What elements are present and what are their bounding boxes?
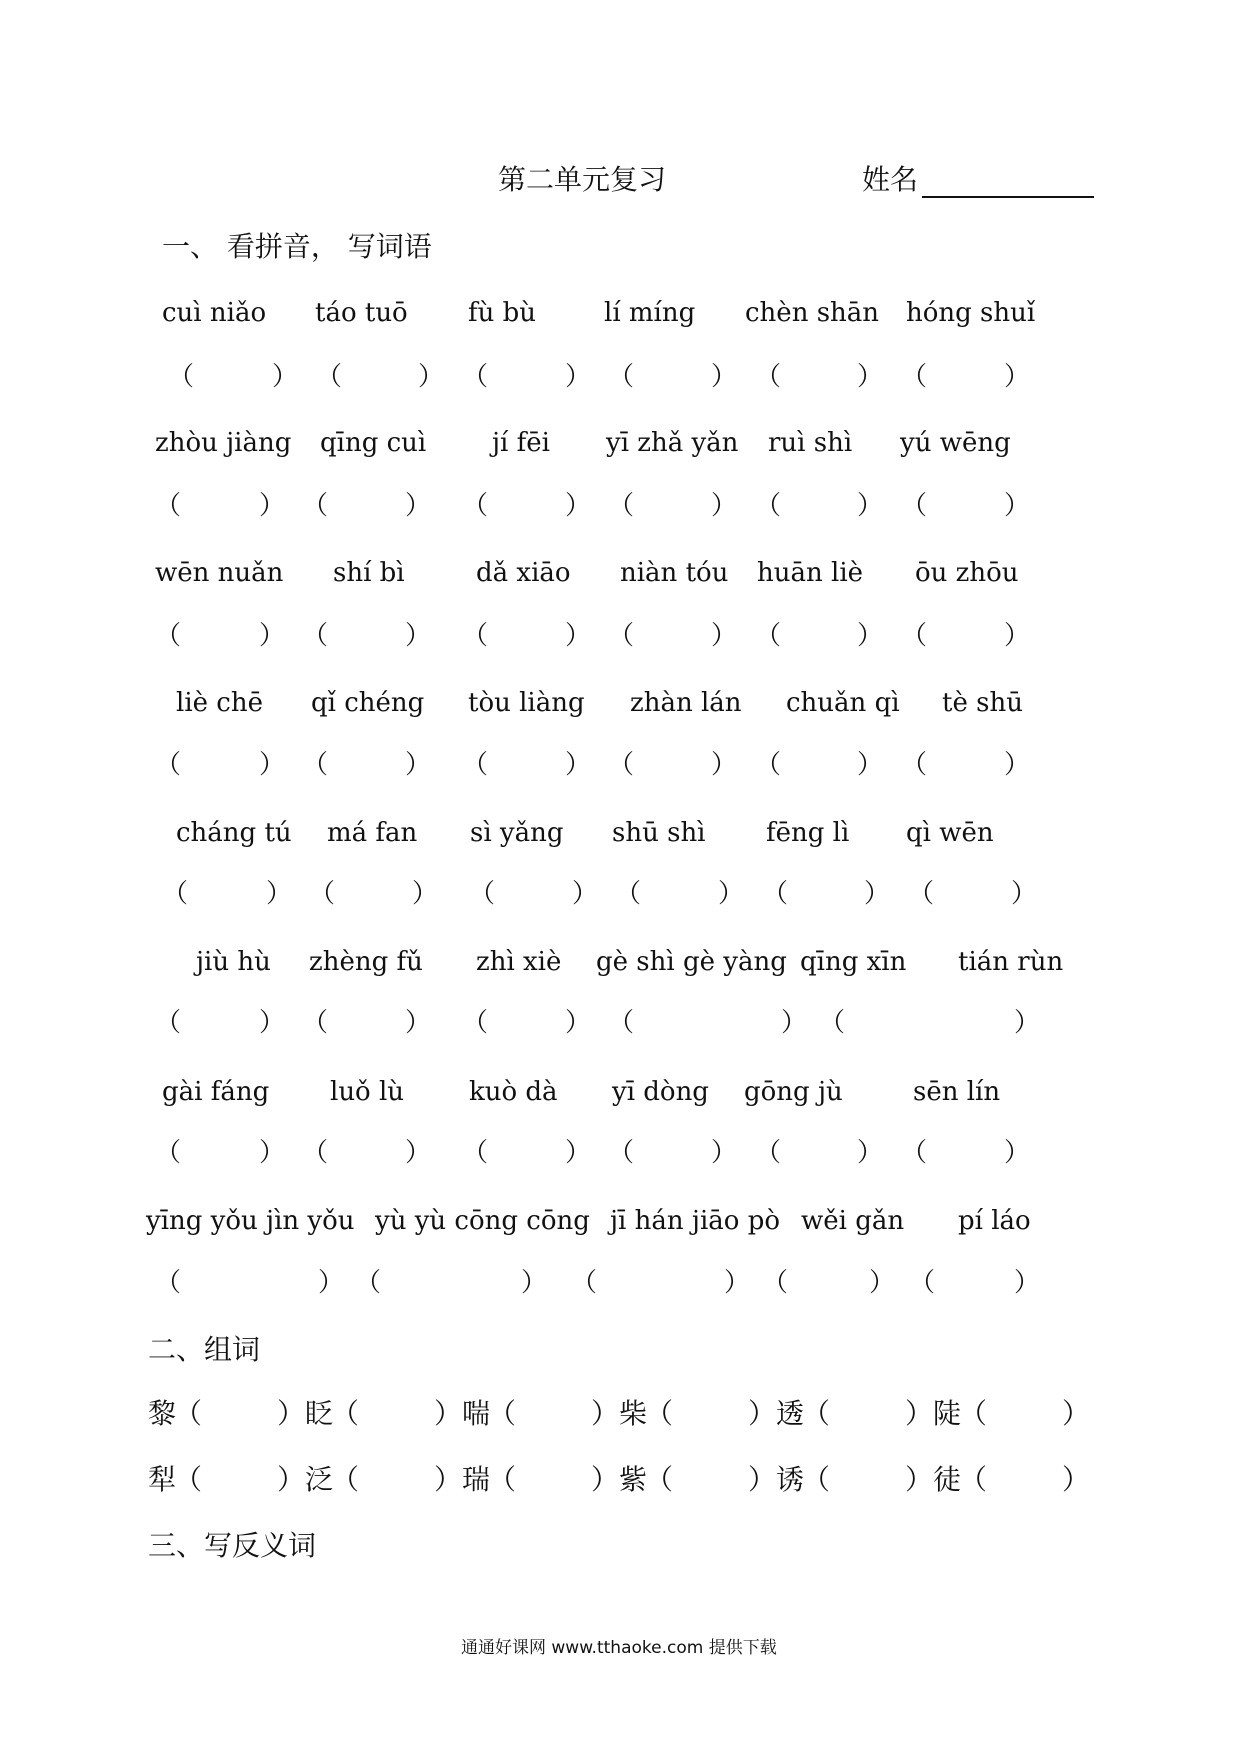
answer-blank-open[interactable]: （ bbox=[608, 750, 635, 780]
answer-blank-open[interactable]: （ bbox=[309, 879, 336, 909]
pinyin-item: ruì shì bbox=[768, 428, 853, 458]
pinyin-item: qì wēn bbox=[906, 818, 994, 848]
answer-blank-close: ） bbox=[711, 1138, 738, 1168]
answer-blank-close: ） bbox=[565, 621, 592, 651]
answer-blank-open[interactable]: （ bbox=[901, 1138, 928, 1168]
answer-blank-open[interactable]: （ bbox=[762, 879, 789, 909]
answer-blank-open[interactable]: （ bbox=[168, 362, 195, 392]
pinyin-item: yī dòng bbox=[612, 1077, 709, 1107]
answer-blank-close: ） bbox=[857, 750, 884, 780]
answer-blank-open[interactable]: （ bbox=[571, 1268, 598, 1298]
answer-blank-close: ） bbox=[405, 1008, 432, 1038]
answer-blank-open[interactable]: （ bbox=[901, 491, 928, 521]
answer-blank-open[interactable]: （ bbox=[155, 1138, 182, 1168]
pinyin-item: pí láo bbox=[958, 1206, 1031, 1236]
answer-blank-close: ） bbox=[857, 621, 884, 651]
answer-blank-open[interactable]: （ bbox=[645, 1397, 674, 1430]
answer-blank-open[interactable]: （ bbox=[959, 1463, 988, 1496]
answer-blank-open[interactable]: （ bbox=[755, 1138, 782, 1168]
char-item: 紫 bbox=[619, 1463, 648, 1496]
pinyin-item: zhèng fǔ bbox=[309, 947, 423, 977]
answer-blank-open[interactable]: （ bbox=[462, 621, 489, 651]
answer-blank-close: ） bbox=[259, 1008, 286, 1038]
answer-blank-open[interactable]: （ bbox=[155, 491, 182, 521]
pinyin-item: zhòu jiàng bbox=[155, 428, 292, 458]
pinyin-item: shū shì bbox=[612, 818, 706, 848]
answer-blank-open[interactable]: （ bbox=[302, 750, 329, 780]
answer-blank-open[interactable]: （ bbox=[608, 1008, 635, 1038]
answer-blank-open[interactable]: （ bbox=[462, 750, 489, 780]
section-3-heading: 三、写反义词 bbox=[148, 1529, 317, 1562]
pinyin-item: jí fēi bbox=[492, 428, 550, 458]
pinyin-item: má fan bbox=[327, 818, 418, 848]
answer-blank-close: ） bbox=[748, 1397, 777, 1430]
answer-blank-open[interactable]: （ bbox=[302, 491, 329, 521]
answer-blank-close: ） bbox=[277, 1397, 306, 1430]
answer-blank-close: ） bbox=[591, 1397, 620, 1430]
answer-blank-open[interactable]: （ bbox=[909, 1268, 936, 1298]
pinyin-item: gōng jù bbox=[744, 1077, 843, 1107]
answer-blank-open[interactable]: （ bbox=[155, 1268, 182, 1298]
pinyin-item: ōu zhōu bbox=[915, 558, 1019, 588]
answer-blank-close: ） bbox=[1011, 879, 1038, 909]
answer-blank-open[interactable]: （ bbox=[901, 750, 928, 780]
char-item: 透 bbox=[776, 1397, 805, 1430]
section-1-heading: 一、 看拼音， 写词语 bbox=[162, 230, 432, 263]
answer-blank-open[interactable]: （ bbox=[174, 1463, 203, 1496]
answer-blank-close: ） bbox=[1014, 1008, 1041, 1038]
footer-credit: 通通好课网 www.tthaoke.com 提供下载 bbox=[461, 1638, 777, 1658]
pinyin-item: qǐ chéng bbox=[311, 688, 425, 718]
pinyin-item: yīng yǒu jìn yǒu bbox=[146, 1206, 355, 1236]
char-item: 眨 bbox=[305, 1397, 334, 1430]
answer-blank-open[interactable]: （ bbox=[608, 362, 635, 392]
answer-blank-open[interactable]: （ bbox=[615, 879, 642, 909]
char-item: 诱 bbox=[776, 1463, 805, 1496]
pinyin-item: luǒ lù bbox=[330, 1077, 405, 1107]
answer-blank-close: ） bbox=[405, 750, 432, 780]
answer-blank-close: ） bbox=[405, 621, 432, 651]
char-item: 陡 bbox=[933, 1397, 962, 1430]
char-item: 徒 bbox=[933, 1463, 962, 1496]
pinyin-item: cháng tú bbox=[176, 818, 292, 848]
answer-blank-close: ） bbox=[1062, 1397, 1091, 1430]
answer-blank-open[interactable]: （ bbox=[316, 362, 343, 392]
pinyin-item: jī hán jiāo pò bbox=[610, 1206, 780, 1236]
pinyin-item: zhàn lán bbox=[630, 688, 742, 718]
answer-blank-close: ） bbox=[565, 362, 592, 392]
answer-blank-close: ） bbox=[434, 1397, 463, 1430]
answer-blank-close: ） bbox=[521, 1268, 548, 1298]
answer-blank-close: ） bbox=[711, 491, 738, 521]
answer-blank-open[interactable]: （ bbox=[331, 1397, 360, 1430]
answer-blank-open[interactable]: （ bbox=[462, 1008, 489, 1038]
pinyin-item: yú wēng bbox=[900, 428, 1011, 458]
pinyin-item: dǎ xiāo bbox=[476, 558, 571, 588]
answer-blank-close: ） bbox=[565, 1008, 592, 1038]
pinyin-item: tián rùn bbox=[958, 947, 1064, 977]
answer-blank-close: ） bbox=[711, 621, 738, 651]
answer-blank-open[interactable]: （ bbox=[762, 1268, 789, 1298]
answer-blank-open[interactable]: （ bbox=[608, 1138, 635, 1168]
answer-blank-close: ） bbox=[905, 1397, 934, 1430]
pinyin-item: hóng shuǐ bbox=[906, 298, 1036, 328]
pinyin-item: wěi gǎn bbox=[801, 1206, 905, 1236]
answer-blank-close: ） bbox=[1004, 750, 1031, 780]
answer-blank-open[interactable]: （ bbox=[302, 621, 329, 651]
answer-blank-close: ） bbox=[572, 879, 599, 909]
pinyin-item: sēn lín bbox=[913, 1077, 1001, 1107]
answer-blank-close: ） bbox=[259, 621, 286, 651]
answer-blank-close: ） bbox=[857, 362, 884, 392]
answer-blank-open[interactable]: （ bbox=[174, 1397, 203, 1430]
answer-blank-open[interactable]: （ bbox=[302, 1138, 329, 1168]
answer-blank-close: ） bbox=[405, 491, 432, 521]
answer-blank-close: ） bbox=[272, 362, 299, 392]
answer-blank-close: ） bbox=[718, 879, 745, 909]
answer-blank-open[interactable]: （ bbox=[331, 1463, 360, 1496]
answer-blank-close: ） bbox=[591, 1463, 620, 1496]
pinyin-item: liè chē bbox=[176, 688, 263, 718]
answer-blank-close: ） bbox=[711, 750, 738, 780]
pinyin-item: yī zhǎ yǎn bbox=[606, 428, 739, 458]
answer-blank-close: ） bbox=[1004, 1138, 1031, 1168]
answer-blank-close: ） bbox=[711, 362, 738, 392]
pinyin-item: fù bù bbox=[468, 298, 537, 328]
answer-blank-close: ） bbox=[1014, 1268, 1041, 1298]
pinyin-item: jiù hù bbox=[196, 947, 271, 977]
answer-blank-open[interactable]: （ bbox=[469, 879, 496, 909]
answer-blank-close: ） bbox=[565, 491, 592, 521]
pinyin-item: wēn nuǎn bbox=[155, 558, 284, 588]
pinyin-item: zhì xiè bbox=[476, 947, 562, 977]
pinyin-item: lí míng bbox=[604, 298, 696, 328]
name-blank[interactable] bbox=[922, 196, 1094, 198]
answer-blank-open[interactable]: （ bbox=[755, 362, 782, 392]
pinyin-item: sì yǎng bbox=[470, 818, 564, 848]
answer-blank-close: ） bbox=[724, 1268, 751, 1298]
answer-blank-open[interactable]: （ bbox=[608, 491, 635, 521]
answer-blank-open[interactable]: （ bbox=[959, 1397, 988, 1430]
char-item: 瑞 bbox=[462, 1463, 491, 1496]
page-title: 第二单元复习 bbox=[498, 163, 667, 196]
pinyin-item: táo tuō bbox=[315, 298, 408, 328]
answer-blank-close: ） bbox=[1004, 621, 1031, 651]
answer-blank-close: ） bbox=[434, 1463, 463, 1496]
answer-blank-close: ） bbox=[565, 1138, 592, 1168]
pinyin-item: cuì niǎo bbox=[162, 298, 267, 328]
answer-blank-open[interactable]: （ bbox=[755, 491, 782, 521]
pinyin-item: gài fáng bbox=[162, 1077, 270, 1107]
pinyin-item: qīng xīn bbox=[800, 947, 907, 977]
answer-blank-open[interactable]: （ bbox=[155, 750, 182, 780]
answer-blank-open[interactable]: （ bbox=[819, 1008, 846, 1038]
answer-blank-open[interactable]: （ bbox=[162, 879, 189, 909]
answer-blank-close: ） bbox=[1004, 491, 1031, 521]
answer-blank-open[interactable]: （ bbox=[462, 491, 489, 521]
answer-blank-close: ） bbox=[869, 1268, 896, 1298]
answer-blank-open[interactable]: （ bbox=[302, 1008, 329, 1038]
answer-blank-open[interactable]: （ bbox=[608, 621, 635, 651]
pinyin-item: chèn shān bbox=[745, 298, 880, 328]
answer-blank-open[interactable]: （ bbox=[755, 750, 782, 780]
pinyin-item: niàn tóu bbox=[620, 558, 729, 588]
section-2-heading: 二、组词 bbox=[148, 1333, 261, 1366]
answer-blank-close: ） bbox=[412, 879, 439, 909]
answer-blank-open[interactable]: （ bbox=[901, 362, 928, 392]
answer-blank-close: ） bbox=[1062, 1463, 1091, 1496]
pinyin-item: chuǎn qì bbox=[786, 688, 900, 718]
answer-blank-close: ） bbox=[259, 750, 286, 780]
pinyin-item: kuò dà bbox=[469, 1077, 558, 1107]
answer-blank-open[interactable]: （ bbox=[462, 362, 489, 392]
answer-blank-open[interactable]: （ bbox=[355, 1268, 382, 1298]
answer-blank-open[interactable]: （ bbox=[802, 1463, 831, 1496]
answer-blank-close: ） bbox=[1004, 362, 1031, 392]
pinyin-item: huān liè bbox=[757, 558, 864, 588]
answer-blank-close: ） bbox=[259, 1138, 286, 1168]
answer-blank-close: ） bbox=[748, 1463, 777, 1496]
answer-blank-close: ） bbox=[857, 1138, 884, 1168]
pinyin-item: fēng lì bbox=[766, 818, 850, 848]
pinyin-item: tè shū bbox=[942, 688, 1023, 718]
answer-blank-close: ） bbox=[565, 750, 592, 780]
answer-blank-close: ） bbox=[405, 1138, 432, 1168]
pinyin-item: qīng cuì bbox=[320, 428, 427, 458]
pinyin-item: yù yù cōng cōng bbox=[375, 1206, 590, 1236]
answer-blank-open[interactable]: （ bbox=[755, 621, 782, 651]
answer-blank-close: ） bbox=[864, 879, 891, 909]
answer-blank-open[interactable]: （ bbox=[645, 1463, 674, 1496]
answer-blank-close: ） bbox=[905, 1463, 934, 1496]
pinyin-item: shí bì bbox=[333, 558, 405, 588]
pinyin-item: tòu liàng bbox=[468, 688, 585, 718]
answer-blank-close: ） bbox=[418, 362, 445, 392]
answer-blank-open[interactable]: （ bbox=[462, 1138, 489, 1168]
char-item: 柴 bbox=[619, 1397, 648, 1430]
answer-blank-open[interactable]: （ bbox=[488, 1397, 517, 1430]
char-item: 泛 bbox=[305, 1463, 334, 1496]
answer-blank-open[interactable]: （ bbox=[488, 1463, 517, 1496]
answer-blank-open[interactable]: （ bbox=[155, 1008, 182, 1038]
answer-blank-close: ） bbox=[259, 491, 286, 521]
name-label: 姓名 bbox=[862, 163, 919, 196]
answer-blank-open[interactable]: （ bbox=[901, 621, 928, 651]
answer-blank-open[interactable]: （ bbox=[155, 621, 182, 651]
answer-blank-close: ） bbox=[781, 1008, 808, 1038]
answer-blank-close: ） bbox=[857, 491, 884, 521]
pinyin-item: gè shì gè yàng bbox=[596, 947, 787, 977]
char-item: 犁 bbox=[148, 1463, 177, 1496]
answer-blank-open[interactable]: （ bbox=[908, 879, 935, 909]
answer-blank-close: ） bbox=[318, 1268, 345, 1298]
answer-blank-open[interactable]: （ bbox=[802, 1397, 831, 1430]
char-item: 喘 bbox=[462, 1397, 491, 1430]
answer-blank-close: ） bbox=[266, 879, 293, 909]
answer-blank-close: ） bbox=[277, 1463, 306, 1496]
char-item: 黎 bbox=[148, 1397, 177, 1430]
